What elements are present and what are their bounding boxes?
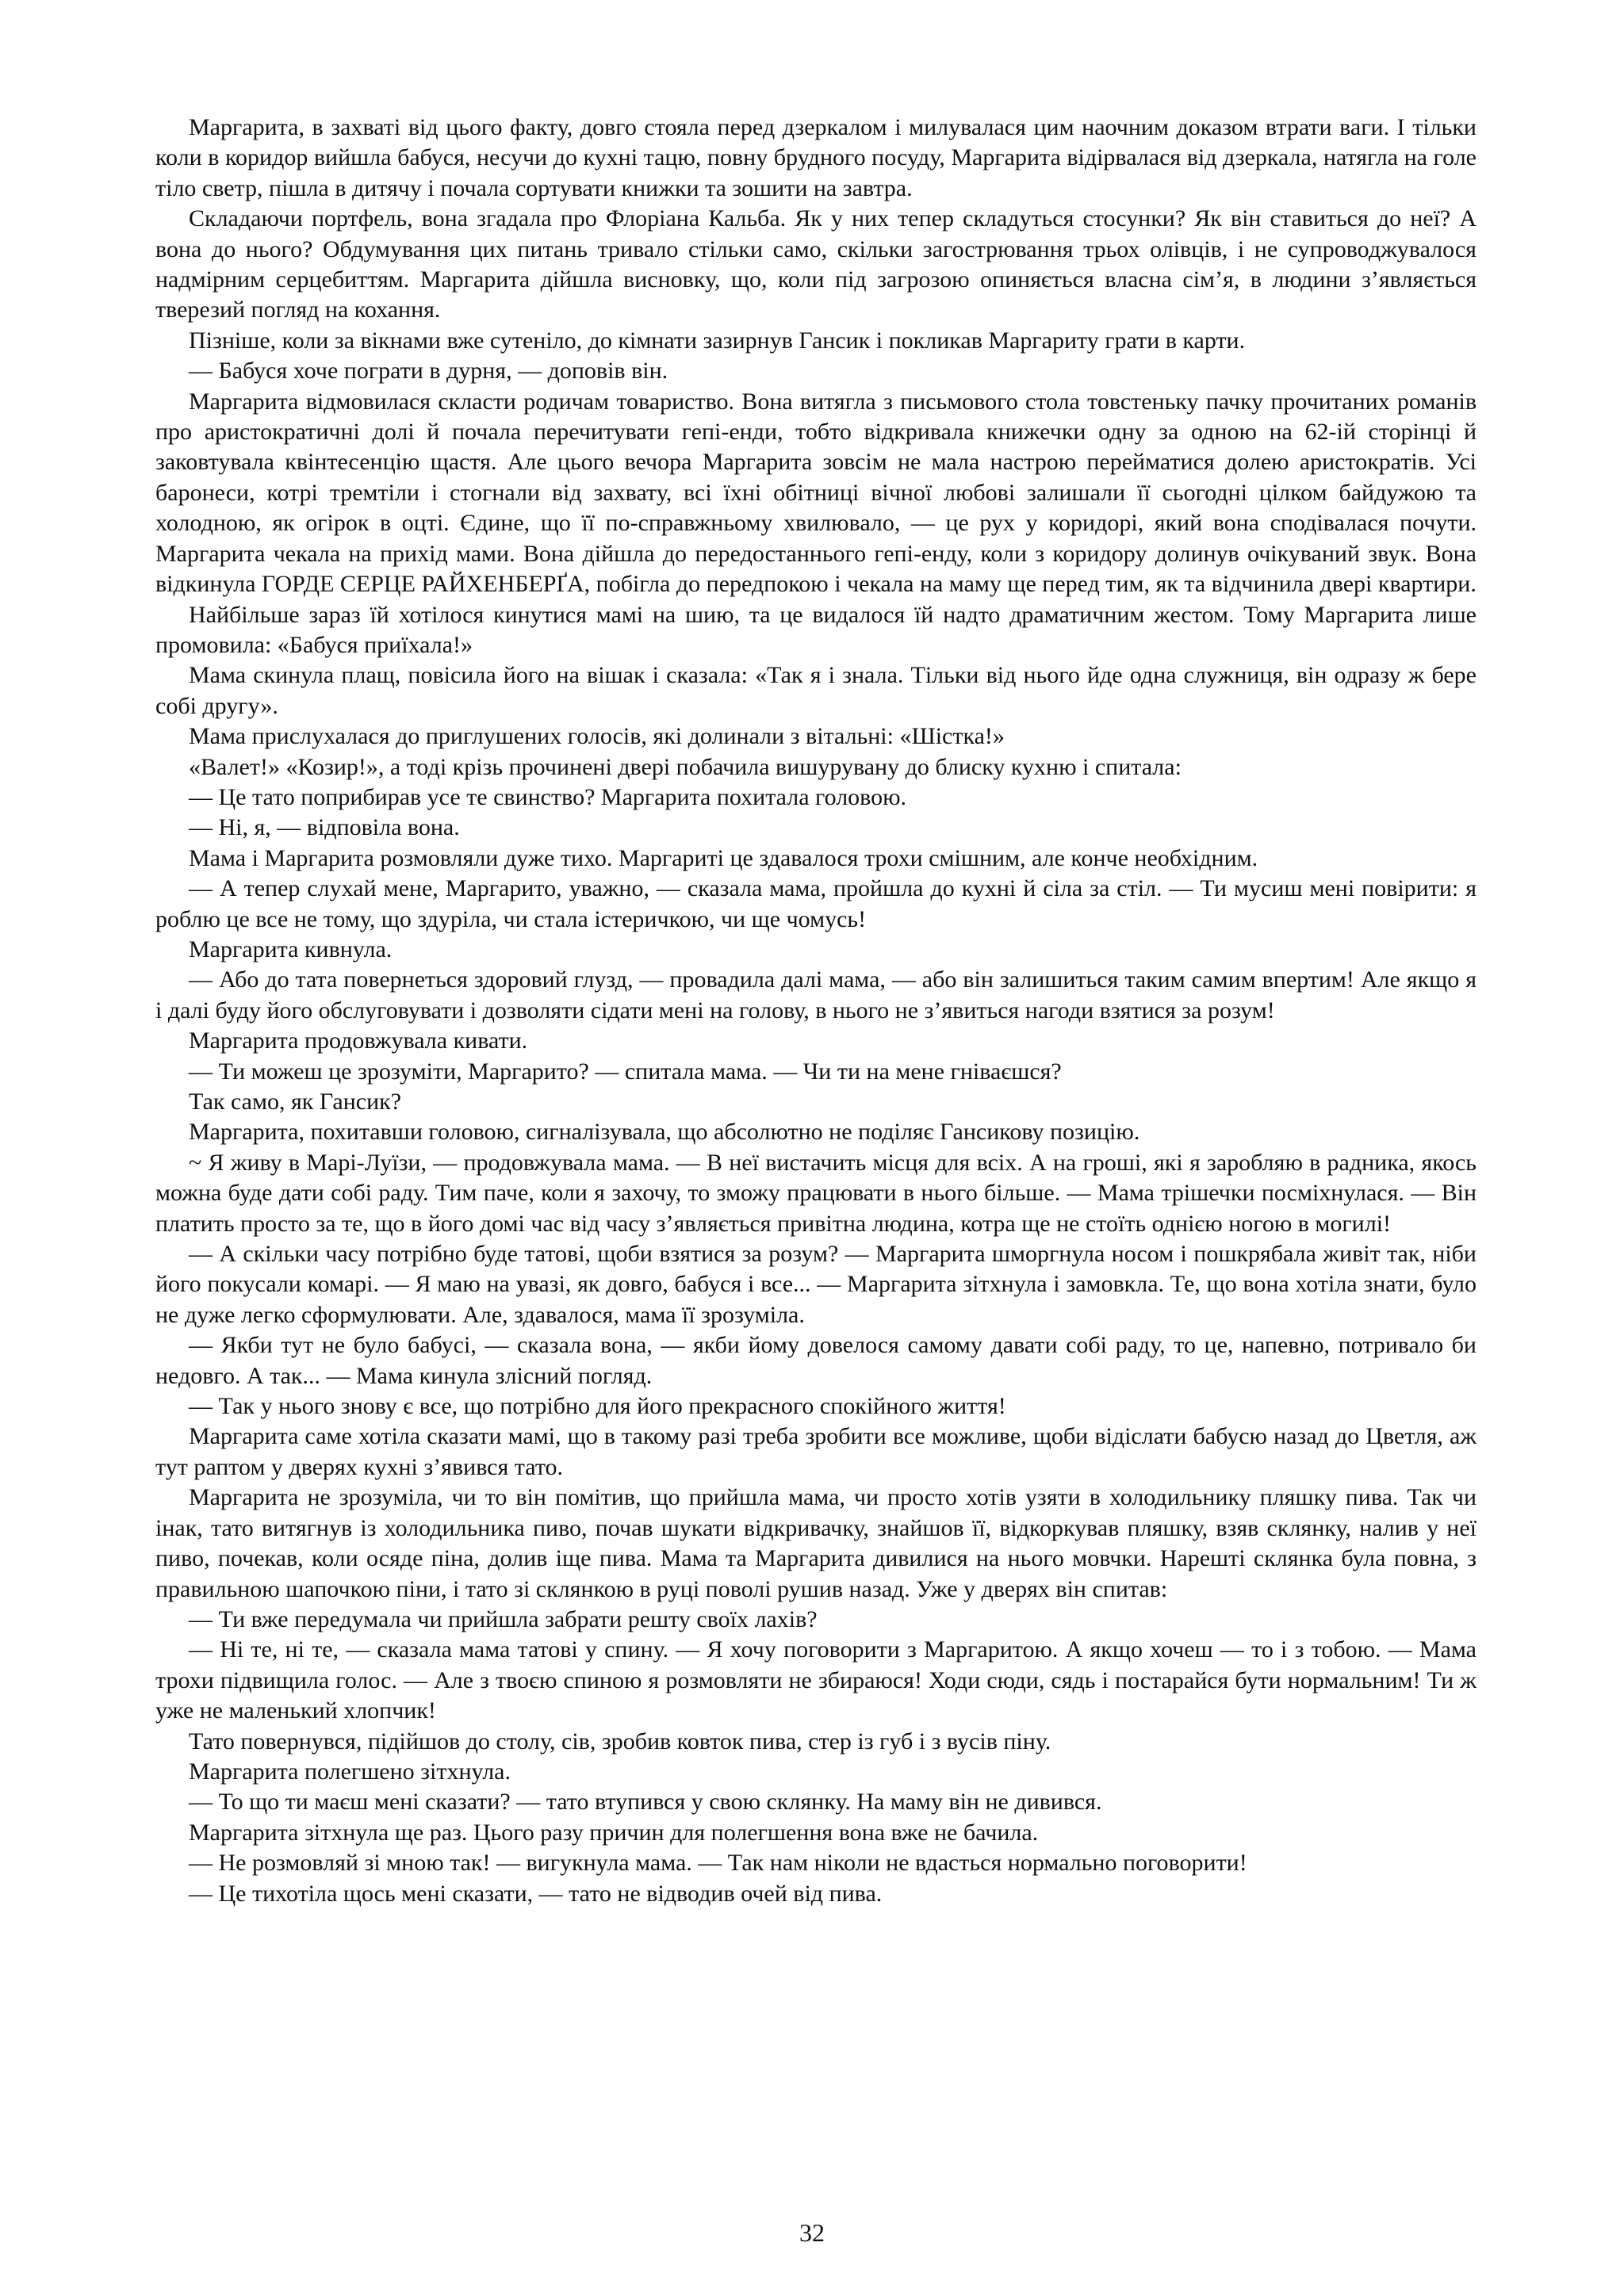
paragraph: Маргарита, похитавши головою, сигналізувала, що абсолютно не поділяє Гансикову позицію. xyxy=(189,1119,1140,1146)
paragraph: — Ти вже передумала чи прийшла забрати решту своїх лахів? xyxy=(189,1605,818,1632)
paragraph: Маргарита зітхнула ще раз. Цього разу причин для полегшення вона вже не бачила. xyxy=(189,1819,1039,1846)
paragraph: Маргарита полегшено зітхнула. xyxy=(189,1758,511,1785)
paragraph: — Бабуся хоче пограти в дурня, — доповів він. xyxy=(189,358,668,385)
paragraph: — Ні, я, — відповіла вона. xyxy=(189,814,460,841)
paragraph: ~ Я живу в Марі-Луїзи, — продовжувала мама. — В неї вистачить місця для всіх. А на гроші, які я заробляю в радника, якось можна буде дати собі раду. Тим паче, коли я захочу, то зможу працювати в нього більше. — Мама трішечки посміхнулася. — Він платить просто за те, що в його домі час від часу з’являється привітна людина, котра ще не стоїть однією ногою в могилі! xyxy=(155,1149,1477,1237)
paragraph: — Якби тут не було бабусі, — сказала вона, — якби йому довелося самому давати собі раду, то це, напевно, потривало би недовго. А так... — Мама кинула злісний погляд. xyxy=(155,1332,1477,1389)
paragraph: Складаючи портфель, вона згадала про Флоріана Кальба. Як у них тепер складуться стосунки? Як він ставиться до неї? А вона до нього? Обдумування цих питань тривало стільки само, скільки загострювання трьох олівців, і не супроводжувалося надмірним серцебиттям. Маргарита дійшла висновку, що, коли під загрозою опиняється власна сім’я, в людини з’являється тверезий погляд на кохання. xyxy=(155,205,1477,323)
paragraph: Найбільше зараз їй хотілося кинутися мамі на шию, та це видалося їй надто драматичним жестом. Тому Маргарита лише промовила: «Бабуся приїхала!» xyxy=(155,601,1477,658)
paragraph: — А тепер слухай мене, Маргарито, уважно, — сказала мама, пройшла до кухні й сіла за стіл. — Ти мусиш мені повірити: я роблю це все не тому, що здуріла, чи стала істеричкою, чи ще чомусь! xyxy=(155,875,1477,932)
paragraph: — Ні те, ні те, — сказала мама татові у спину. — Я хочу поговорити з Маргаритою. А якщо хочеш — то і з тобою. — Мама трохи підвищила голос. — Але з твоєю спиною я розмовляти не збираюся! Ходи сюди, сядь і постарайся бути нормальним! Ти ж уже не маленький хлопчик! xyxy=(155,1636,1477,1724)
paragraph: — То що ти маєш мені сказати? — тато втупився у свою склянку. На маму він не дивився. xyxy=(189,1789,1102,1816)
paragraph: Пізніше, коли за вікнами вже сутеніло, до кімнати зазирнув Гансик і покликав Маргариту грати в карти. xyxy=(189,327,1246,354)
paragraph: Маргарита, в захваті від цього факту, довго стояла перед дзеркалом і милувалася цим наочним доказом втрати ваги. І тільки коли в коридор вийшла бабуся, несучи до кухні тацю, повну брудного посуду, Маргарита відірвалася від дзеркала, натягла на голе тіло светр, пішла в дитячу і почала сортувати книжки та зошити на завтра. xyxy=(155,114,1477,201)
paragraph: Мама і Маргарита розмовляли дуже тихо. Маргариті це здавалося трохи смішним, але конче необхідним. xyxy=(189,844,1258,871)
paragraph: — Це тато поприбирав усе те свинство? Маргарита похитала головою. xyxy=(189,783,907,810)
paragraph: Маргарита продовжувала кивати. xyxy=(189,1027,528,1054)
page-number: 32 xyxy=(799,2218,825,2247)
paragraph: — Так у нього знову є все, що потрібно для його прекрасного спокійного життя! xyxy=(189,1393,1006,1420)
paragraph: Маргарита саме хотіла сказати мамі, що в такому разі треба зробити все можливе, щоби відіслати бабусю назад до Цветля, аж тут раптом у дверях кухні з’явився тато. xyxy=(155,1423,1477,1480)
paragraph: Маргарита не зрозуміла, чи то він помітив, що прийшла мама, чи просто хотів узяти в холодильнику пляшку пива. Так чи інак, тато витягнув із холодильника пиво, почав шукати відкривачку, знайшов її, відкоркував пляшку, взяв склянку, налив у неї пиво, почекав, коли осяде піна, долив іще пива. Мама та Маргарита дивилися на нього мовчки. Нарешті склянка була повна, з правильною шапочкою піни, і тато зі склянкою в руці поволі рушив назад. Уже у дверях він спитав: xyxy=(155,1484,1477,1602)
paragraph: «Валет!» «Козир!», а тоді крізь прочинені двері побачила вишурувану до блиску кухню і спитала: xyxy=(189,753,1182,780)
paragraph: Мама прислухалася до приглушених голосів, які долинали з вітальні: «Шістка!» xyxy=(189,723,1005,750)
paragraph: Так само, як Гансик? xyxy=(189,1089,402,1115)
paragraph: Тато повернувся, підійшов до столу, сів, зробив ковток пива, стер із губ і з вусів піну. xyxy=(189,1728,1051,1755)
paragraph: — А скільки часу потрібно буде татові, щоби взятися за розум? — Маргарита шморгнула носом і пошкрябала живіт так, ніби його покусали комарі. — Я маю на увазі, як довго, бабуся і все... — Маргарита зітхнула і замовкла. Те, що вона хотіла знати, було не дуже легко сформулювати. Але, здавалося, мама її зрозуміла. xyxy=(155,1241,1477,1328)
paragraph: Маргарита кивнула. xyxy=(189,936,393,962)
paragraph: — Ти можеш це зрозуміти, Маргарито? — спитала мама. — Чи ти на мене гніваєшся? xyxy=(189,1058,1062,1085)
paragraph: — Або до тата повернеться здоровий глузд, — провадила далі мама, — або він залишиться таким самим впертим! Але якщо я і далі буду його обслуговувати і дозволяти сідати мені на голову, в нього не з’явиться нагоди взятися за розум! xyxy=(155,966,1477,1024)
paragraph: Маргарита відмовилася скласти родичам товариство. Вона витягла з письмового стола товстеньку пачку прочитаних романів про аристократичні долі й почала перечитувати гепі-енди, тобто відкривала книжечки одну за одною на 62-ій сторінці й заковтувала квінтесенцію щастя. Але цього вечора Маргарита зовсім не мала настрою перейматися долею аристократів. Усі баронеси, котрі тремтіли і стогнали від захвату, всі їхні обітниці вічної любові залишали її сьогодні цілком байдужою та холодною, як огірок в оцті. Єдине, що її по-справжньому хвилювало, — це рух у коридорі, який вона сподівалася почути. Маргарита чекала на прихід мами. Вона дійшла до передостаннього гепі-енду, коли з коридору долинув очікуваний звук. Вона відкинула ГОРДЕ СЕРЦЕ РАЙХЕНБЕРҐА, побігла до передпокою і чекала на маму ще перед тим, як та відчинила двері квартири. xyxy=(155,388,1477,598)
paragraph: — Не розмовляй зі мною так! — вигукнула мама. — Так нам ніколи не вдасться нормально поговорити! xyxy=(189,1850,1247,1877)
paragraph: Мама скинула плащ, повісила його на вішак і сказала: «Так я і знала. Тільки від нього йде одна служниця, він одразу ж бере собі другу». xyxy=(155,662,1477,719)
page-body xyxy=(155,113,1477,2285)
paragraph: — Це тихотіла щось мені сказати, — тато не відводив очей від пива. xyxy=(189,1880,883,1907)
